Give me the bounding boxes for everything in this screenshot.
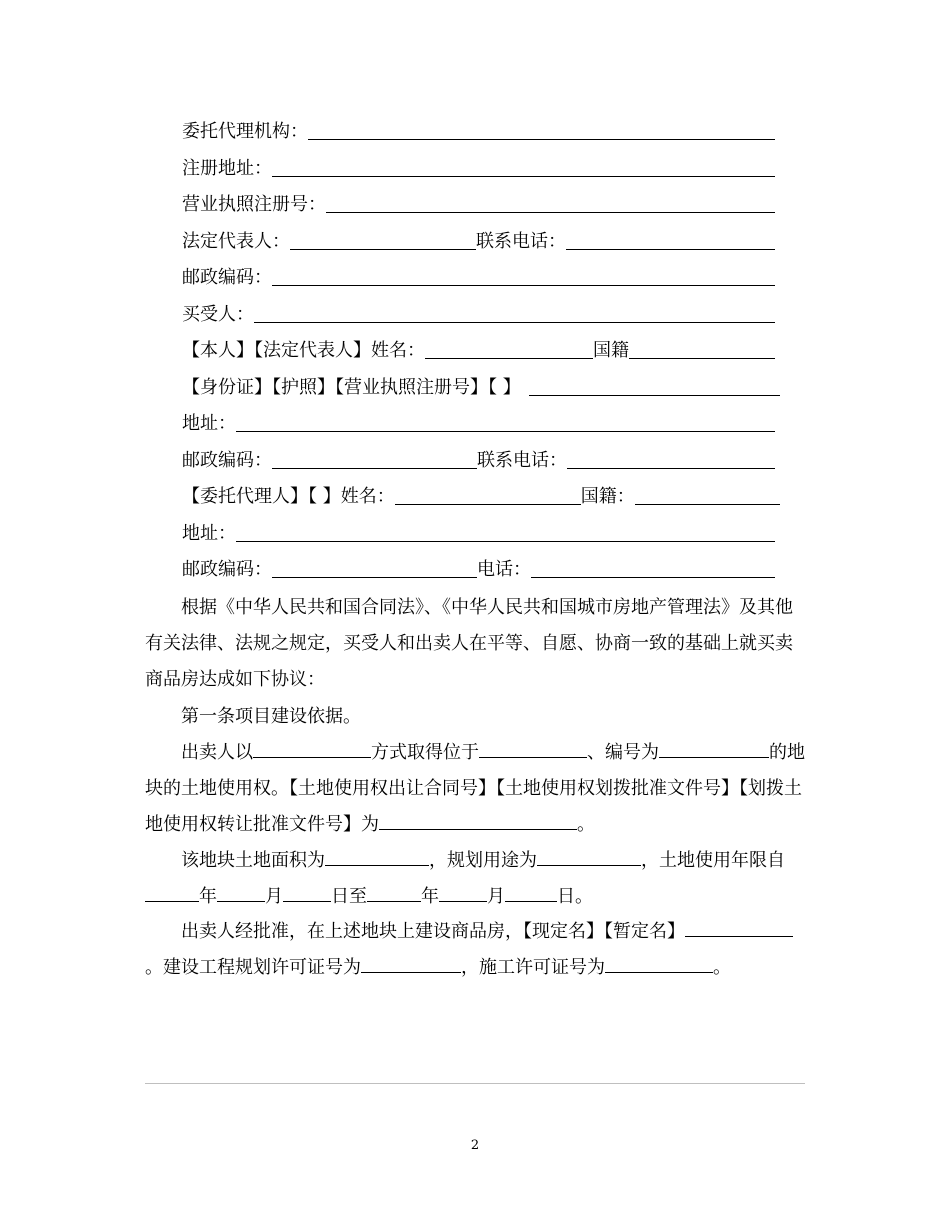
postcode-phone-row (182, 449, 775, 473)
agent-nationality-label: 国籍： (580, 486, 635, 507)
text: 月 (265, 886, 283, 907)
text: 该地块土地面积为 (181, 850, 325, 871)
contract-number-blank[interactable] (379, 811, 577, 830)
agent-postcode-row (182, 558, 775, 582)
nationality-label: 国籍 (593, 340, 629, 361)
person-name-row (182, 339, 775, 363)
postcode-label: 邮政编码： (182, 267, 272, 288)
agent-address-row (182, 522, 775, 546)
phone-label: 联系电话： (477, 450, 567, 471)
text: 、编号为 (587, 742, 659, 763)
footer-divider (145, 1083, 805, 1084)
agency-blank[interactable] (308, 138, 775, 140)
reg-addr-row (182, 157, 775, 181)
text: 日至 (331, 886, 367, 907)
text: 年 (421, 886, 439, 907)
start-month-blank[interactable] (217, 883, 265, 902)
legal-rep-row (182, 230, 775, 254)
agent-row (182, 485, 780, 509)
acquisition-method-blank[interactable] (253, 739, 371, 758)
land-source-paragraph (145, 735, 805, 843)
address-blank[interactable] (236, 540, 775, 542)
postcode-row (182, 266, 775, 290)
address-label: 地址： (182, 523, 236, 544)
postcode-label: 邮政编码： (182, 559, 272, 580)
agent-name-label: 【委托代理人】【 】姓名： (182, 486, 395, 507)
land-area-blank[interactable] (325, 847, 429, 866)
buyer-row (182, 303, 775, 327)
address-blank[interactable] (236, 430, 775, 432)
land-area-paragraph (145, 843, 805, 915)
agency-label: 委托代理机构： (182, 121, 308, 142)
license-row (182, 193, 775, 217)
agency-row (182, 120, 775, 144)
article-1-heading: 第一条项目建设依据。 (181, 706, 361, 727)
construction-permit-blank[interactable] (605, 954, 713, 973)
preamble-paragraph: 根据《中华人民共和国合同法》、《中华人民共和国城市房地产管理法》及其他有关法律、法规之规定，买受人和出卖人在平等、自愿、协商一致的基础上就买卖商品房达成如下协议： (145, 597, 793, 690)
text: 。 (713, 957, 731, 978)
start-year-blank[interactable] (145, 883, 199, 902)
postcode-blank[interactable] (272, 284, 775, 286)
license-label: 营业执照注册号： (182, 194, 326, 215)
buyer-blank[interactable] (254, 321, 775, 323)
phone-blank[interactable] (566, 248, 775, 250)
location-blank[interactable] (479, 739, 587, 758)
person-name-label: 【本人】【法定代表人】姓名： (182, 340, 425, 361)
person-name-blank[interactable] (425, 357, 593, 359)
agent-name-blank[interactable] (395, 503, 581, 505)
phone-label: 联系电话： (476, 231, 566, 252)
license-blank[interactable] (326, 211, 775, 213)
text: 出卖人以 (181, 742, 253, 763)
nationality-blank[interactable] (629, 357, 775, 359)
text: 日。 (557, 886, 593, 907)
text: 方式取得位于 (371, 742, 479, 763)
reg-addr-blank[interactable] (272, 175, 775, 177)
buyer-label: 买受人： (182, 304, 254, 325)
planned-use-blank[interactable] (537, 847, 641, 866)
text: 年 (199, 886, 217, 907)
id-type-label: 【身份证】【护照】【营业执照注册号】【 】 (182, 377, 521, 398)
phone-blank[interactable] (531, 576, 775, 578)
address-label: 地址： (182, 413, 236, 434)
phone-label: 电话： (477, 559, 531, 580)
text: ，施工许可证号为 (461, 957, 605, 978)
id-type-row (182, 376, 780, 400)
end-year-blank[interactable] (367, 883, 421, 902)
agent-nationality-blank[interactable] (635, 503, 780, 505)
end-day-blank[interactable] (505, 883, 557, 902)
text: ，土地使用年限自 (641, 850, 785, 871)
text: 出卖人经批准，在上述地块上建设商品房，【现定名】【暂定名】 (181, 921, 685, 942)
text: 的地块的土地使用权。【土地使用权出让合同号】【土地使用权划拨批准文件号】【划拨土地使用权转让批准文件号】为 (145, 742, 805, 835)
legal-rep-blank[interactable] (290, 248, 476, 250)
reg-addr-label: 注册地址： (182, 158, 272, 179)
parcel-number-blank[interactable] (659, 739, 769, 758)
end-month-blank[interactable] (439, 883, 487, 902)
text: 。建设工程规划许可证号为 (145, 957, 361, 978)
project-name-blank[interactable] (685, 918, 793, 937)
postcode-blank[interactable] (272, 576, 477, 578)
id-number-blank[interactable] (529, 394, 780, 396)
text: 。 (577, 814, 595, 835)
planning-permit-blank[interactable] (361, 954, 461, 973)
text: 月 (487, 886, 505, 907)
address-row (182, 412, 775, 436)
start-day-blank[interactable] (283, 883, 331, 902)
project-name-paragraph (145, 914, 805, 986)
legal-rep-label: 法定代表人： (182, 231, 290, 252)
page-number: 2 (470, 1138, 480, 1153)
phone-blank[interactable] (567, 467, 775, 469)
postcode-label: 邮政编码： (182, 450, 272, 471)
postcode-blank[interactable] (272, 467, 477, 469)
text: ，规划用途为 (429, 850, 537, 871)
